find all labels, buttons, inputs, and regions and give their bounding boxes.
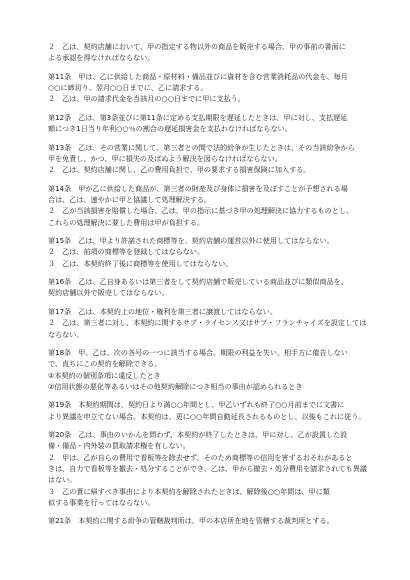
text-line: 第13条 乙は、その営業に関して、第三者との間で法的紛争が生じたときは、その当該紛争から (48, 142, 355, 152)
article-14 (48, 183, 376, 228)
text-line: ２ 乙は、前項の商標等を登録してはならない。 (48, 247, 205, 257)
text-line: 第20条 乙は、事由のいかんを問わず、本契約が終了したときは、甲に対し、乙が設置した設 (48, 430, 348, 440)
text-line: ２ 乙が当該損害を賠償した場合、乙は、甲の指示に基づき甲の処理解決に協力するものとし、 (48, 206, 354, 216)
text-line: 第21条 本契約に関する紛争の管轄裁判所は、甲の本店所在地を管轄する裁判所とする。 (48, 516, 334, 526)
article-11 (48, 71, 376, 105)
article-17 (48, 306, 376, 340)
text-line: で、直ちにこの契約を解除できる。 (48, 359, 162, 369)
text-line: ３ 乙の責に帰すべき事由により本契約を解除されたときは、解除後○○年間は、甲に類 (48, 486, 330, 496)
text-line: 合は、乙は、速やかに甲と協議して処理解決する。 (48, 195, 212, 205)
article-15 (48, 235, 376, 269)
text-line: ２ 乙は、契約店舗に関し、乙の費用負担で、甲の要求する損害保険に加入する。 (48, 165, 311, 175)
text-line: 第18条 甲、乙は、次の各号の一つに該当する場合、期限の利益を失い、相手方に催告しない (48, 348, 348, 358)
document-body (48, 41, 376, 527)
text-line: 備・備品・内外装の買取請求権を有しない。 (48, 441, 190, 451)
article-12 (48, 112, 376, 135)
text-line: 第15条 乙は、甲より許諾された商標等を、契約店舗の運営以外に使用してはならない。 (48, 236, 334, 246)
text-line: より異議を申立てない場合、本契約は、更に○○年間自動延長されるものとし、以後もこれに従う。 (48, 411, 366, 421)
text-line: ならない。 (48, 329, 84, 339)
text-line: 第11条 甲は、乙に供給した商品・原材料・備品並びに資材を含む営業消耗品の代金を、毎月 (48, 71, 348, 81)
article-18 (48, 347, 376, 392)
text-line: ２ 乙は、契約店舗において、甲の指定する物以外の商品を販売する場合、甲の事前の書面に (48, 42, 346, 51)
article-10-paragraph-2 (48, 41, 376, 64)
text-line: はない。 (48, 475, 77, 485)
text-line: ２ 乙は、第三者に対し、本契約に関するサブ・ライセンス又はサブ・フランチャイズを設定しては (48, 318, 367, 328)
article-16 (48, 276, 376, 299)
text-line: 甲を免責し、かつ、甲に損失の及ばぬよう解決を図らなければならない。 (48, 153, 282, 163)
article-13 (48, 142, 376, 176)
list-item: ①本契約の個別条項に違反したとき (48, 370, 161, 380)
text-line: ３ 乙は、本契約終了後に商標等を使用してはならない。 (48, 258, 233, 268)
text-line: 第14条 甲が乙に供給した商品が、第三者の財産及び身体に損害を及ぼすことが予想される場 (48, 183, 348, 193)
article-20 (48, 429, 376, 508)
article-19 (48, 399, 376, 422)
text-line: 契約店舗以外で販売してはならない。 (48, 288, 169, 298)
text-line: これらの処理解決に要した費用は甲が負担する。 (48, 217, 205, 227)
text-line: きは、自力で看板等を撤去・処分することができ、乙は、甲から撤去・処分費用を請求されても異議 (48, 464, 367, 474)
text-line: 似する事業を行ってはならない。 (48, 497, 155, 507)
text-line: ○○に締切り、翌月○○日までに、乙に請求する。 (48, 83, 208, 93)
list-item: ②信用状態の悪化等あるいはその他契約解除につき相当の事由が認められるとき (48, 381, 303, 391)
text-line: よる承認を得なければならない。 (48, 53, 155, 63)
article-21 (48, 515, 376, 526)
text-line: 第17条 乙は、本契約上の地位・権利を第三者に譲渡してはならない。 (48, 306, 277, 316)
text-line: ２ 甲は、乙が自らの費用で看板等を除去せず、そのため商標等の信用を害するおそれがあると (48, 452, 353, 462)
text-line: 額につき1日当り年利○○％の割合の遅延損害金を支払わなければならない。 (48, 124, 292, 134)
text-line: 第12条 乙は、第3条並びに第11条に定める支払期限を遅延したときは、甲に対し、支払遅延 (48, 112, 348, 122)
text-line: 第16条 乙は、乙自身あるいは第三者をして契約店舗で販売している商品並びに類似商品を、 (48, 277, 348, 287)
text-line: ２ 乙は、甲の請求代金を当該月の○○日までに甲に支払う。 (48, 94, 245, 104)
text-line: 第19条 本契約期間は、契約日より満○○年間とし、甲乙いずれも終了○○月前までに文書に (48, 400, 345, 410)
